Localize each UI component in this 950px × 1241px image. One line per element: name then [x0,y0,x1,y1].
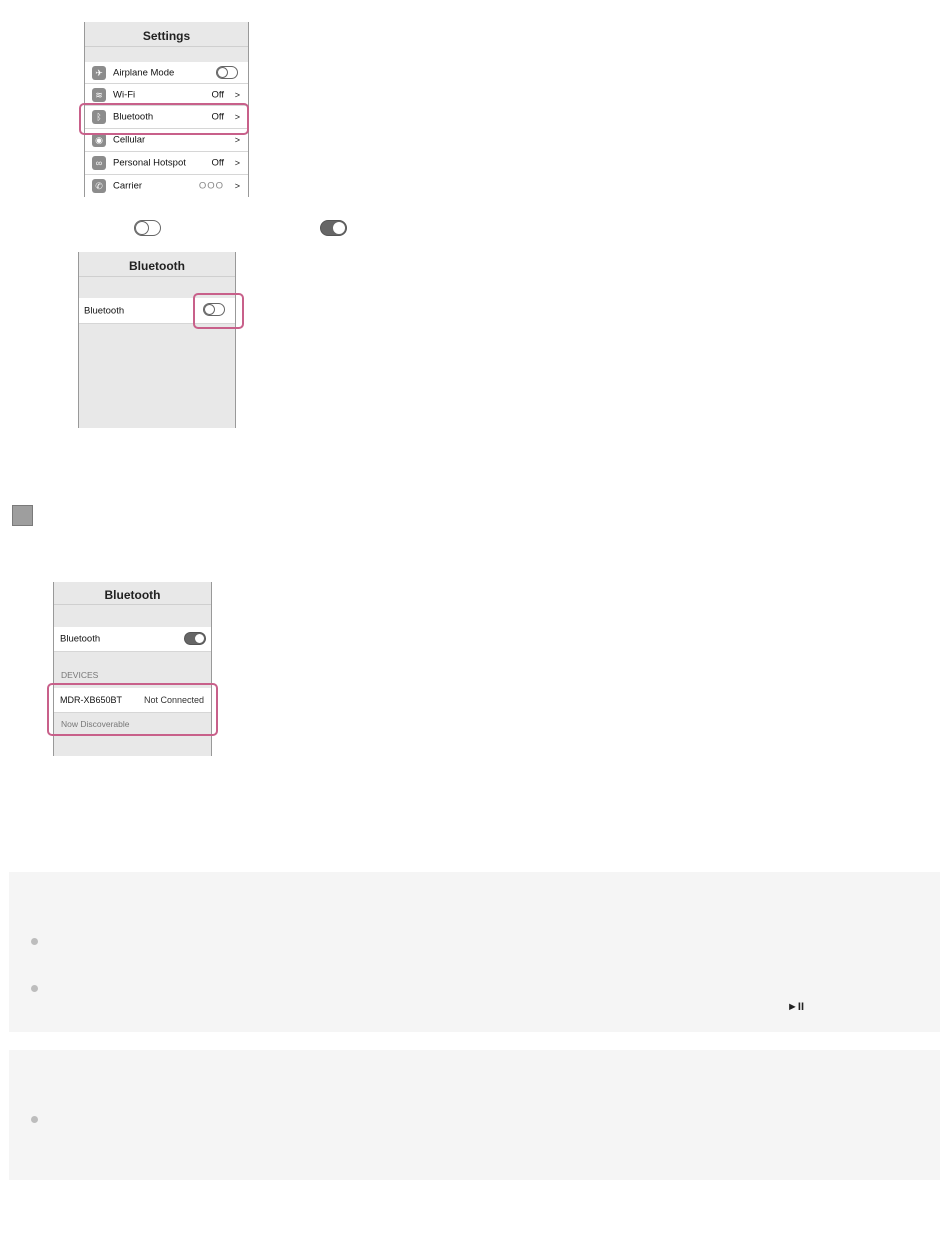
bluetooth-row-label: Bluetooth [60,633,101,645]
bluetooth-screen-off [78,252,236,428]
settings-row-airplane-mode[interactable] [85,62,248,84]
bluetooth-icon: ᛒ [92,110,106,124]
note-box [9,1050,940,1180]
toggle-knob [194,633,205,644]
bullet-point [31,985,38,992]
step-marker [12,505,33,526]
phone-icon: ✆ [92,179,106,193]
devices-section-header: DEVICES [61,670,99,680]
bullet-point [31,938,38,945]
bluetooth-toggle[interactable] [184,632,206,645]
toggle-knob [135,221,149,235]
toggle-knob [332,221,346,235]
wifi-icon: ≋ [92,88,106,102]
hint-box [9,872,940,1032]
settings-title: Settings [142,29,191,43]
settings-row-value: Off [211,89,224,100]
settings-row-label: Bluetooth [113,111,154,123]
bluetooth-screen-title: Bluetooth [104,588,161,602]
hotspot-icon: ∞ [92,156,106,170]
toggle-on-example [320,220,347,236]
settings-row-carrier[interactable] [85,175,248,197]
chevron-right-icon: > [234,89,240,100]
chevron-right-icon: > [234,181,240,191]
settings-row-label: Personal Hotspot [113,157,186,169]
bullet-point [31,1116,38,1123]
discoverable-status: Now Discoverable [61,719,130,729]
settings-row-value: Off [211,111,224,123]
chevron-right-icon: > [234,158,240,168]
device-name: MDR-XB650BT [60,695,123,705]
play-pause-icon: ►II [787,1001,804,1013]
cellular-icon: ◉ [92,133,106,147]
settings-row-value: OOO [198,180,224,192]
bluetooth-toggle-highlight [193,293,244,329]
settings-row-label: Airplane Mode [113,67,175,78]
toggle-knob [217,67,228,78]
device-status: Not Connected [143,695,204,705]
bluetooth-row-highlight [79,103,249,135]
settings-row-label: Carrier [113,180,143,192]
settings-row-label: Wi-Fi [113,89,136,100]
settings-row-label: Cellular [113,134,146,146]
airplane-mode-toggle[interactable] [216,66,238,79]
chevron-right-icon: > [234,135,240,145]
airplane-icon: ✈ [92,66,106,80]
settings-row-personal-hotspot[interactable] [85,152,248,175]
device-row-highlight [47,683,218,736]
bluetooth-toggle-row[interactable] [54,627,211,652]
bluetooth-screen-title: Bluetooth [129,259,185,273]
toggle-off-example [134,220,161,236]
settings-row-value: Off [211,157,224,169]
bluetooth-row-label: Bluetooth [84,305,125,316]
chevron-right-icon: > [234,112,240,122]
